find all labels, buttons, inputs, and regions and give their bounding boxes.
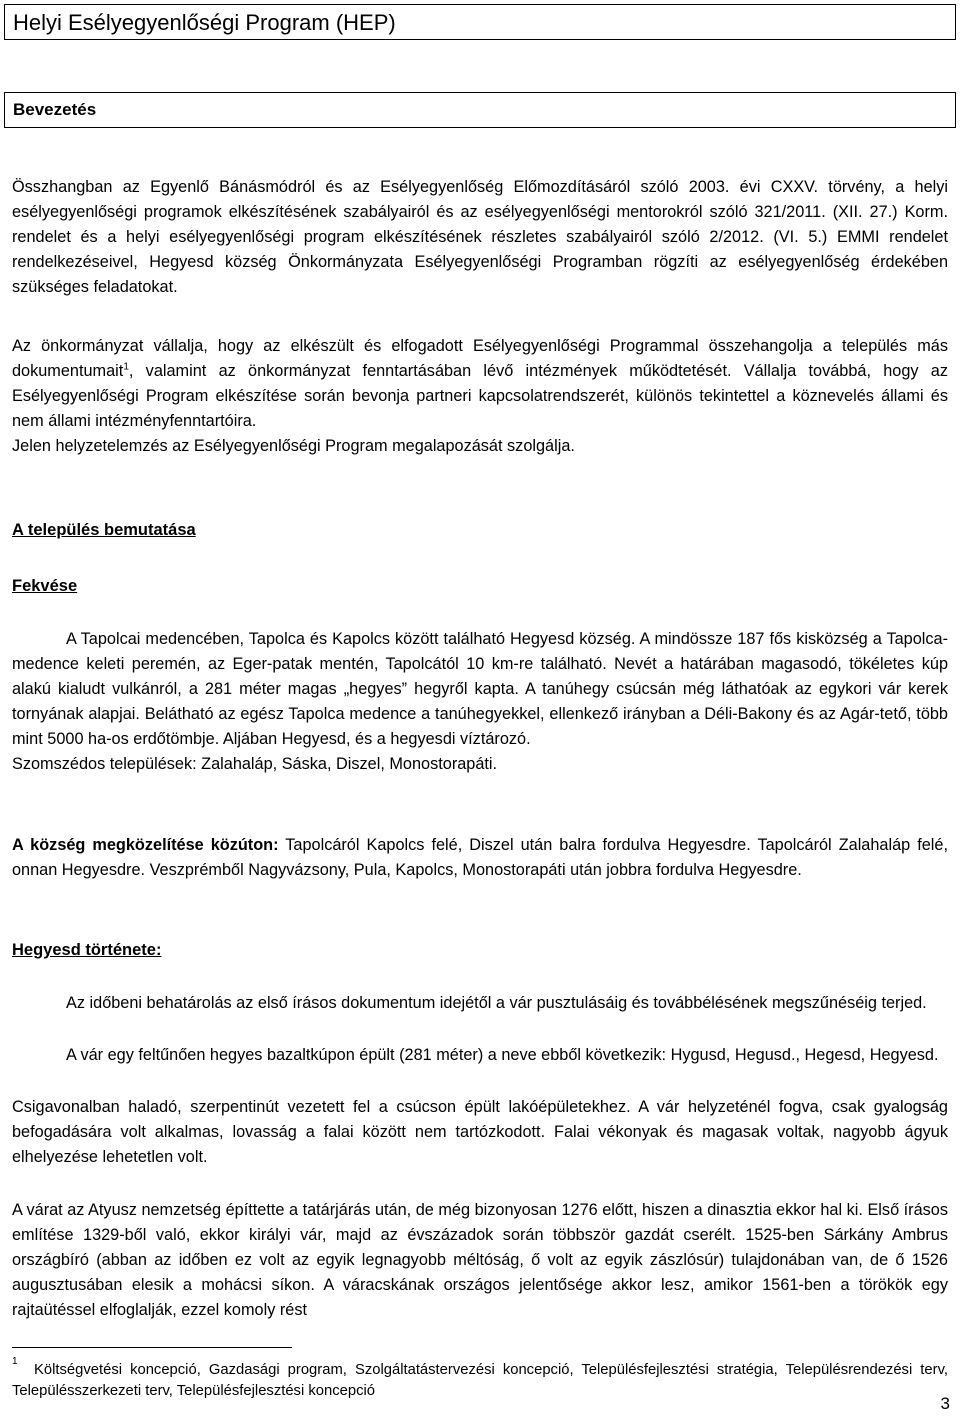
tortenet-paragraph-3: Csigavonalban haladó, szerpentinút vezetett fel a csúcson épült lakóépületekhez. A vár helyzeténél fogva, csak gyalogság befogadására volt alkalmas, lovasság a falai között nem tartózkodott. Falai vékonyak és magasak voltak, nagyobb ágyuk elhelyezése lehetetlen volt.	[12, 1098, 948, 1166]
page-number: 3	[940, 1394, 950, 1413]
fekvese-paragraph	[12, 627, 948, 777]
tortenet-paragraph-4: A várat az Atyusz nemzetség építtette a tatárjárás után, de még bizonyosan 1276 előtt, hiszen a dinasztia ekkor hal ki. Első írásos említése 1329-ből való, ekkor királyi vár, majd az évszázadok során többször gazdát cserélt. 1525-ben Sárkány Ambrus országbíró (abban az időben ez volt az egyik legnagyobb méltóság, ő volt az egyik zászlósúr) tulajdonában van, de ő 1526 augusztusában elesik a mohácsi síkon. A váracskának országos jelentősége akkor lesz, amikor 1561-ben a törökök egy rajtaütéssel elfoglalják, ezzel komoly rést	[12, 1201, 948, 1319]
tortenet-paragraph-1: Az időbeni behatárolás az első írásos dokumentum idejétől a vár pusztulásáig és továbbélésének megszűnéséig terjed.	[66, 994, 927, 1012]
fekvese-heading: Fekvése	[12, 577, 78, 595]
tortenet-paragraph-2: A vár egy feltűnően hegyes bazaltkúpon épült (281 méter) a neve ebből következik: Hygusd, Hegusd., Hegesd, Hegyesd.	[66, 1046, 939, 1064]
megkozelites-label: A község megközelítése közúton:	[12, 836, 279, 854]
footnote-reference: 1	[123, 361, 129, 373]
megkozelites-paragraph	[12, 833, 948, 883]
footnote-text: Költségvetési koncepció, Gazdasági program, Szolgáltatástervezési koncepció, Településfejlesztési stratégia, Településrendezési terv, Településszerkezeti terv, Településfejlesztési koncepció	[12, 1362, 948, 1399]
szomszedos-telepulesek: Szomszédos települések: Zalahaláp, Sáska, Diszel, Monostorapáti.	[12, 755, 498, 773]
intro-heading-box	[4, 92, 956, 128]
intro-paragraph-1: Összhangban az Egyenlő Bánásmódról és az Esélyegyenlőség Előmozdításáról szóló 2003. évi CXXV. törvény, a helyi esélyegyenlőségi programok elkészítésének szabályairól és az esélyegyenlőségi mentorokról szóló 321/2011. (XII. 27.) Korm. rendelet és a helyi esélyegyenlőségi program elkészítésének részletes szabályairól szóló 2/2012. (VI. 5.) EMMI rendelet rendelkezéseivel, Hegyesd község Önkormányzata Esélyegyenlőségi Programban rögzíti az esélyegyenlőség érdekében szükséges feladatokat.	[12, 178, 948, 296]
megkozelites-text: Tapolcáról Kapolcs felé, Diszel után balra fordulva Hegyesdre. Tapolcáról Zalahaláp felé, onnan Hegyesdre. Veszprémből Nagyvázsony, Pula, Kapolcs, Monostorapáti után jobbra fordulva Hegyesdre.	[12, 836, 948, 879]
footnote-separator	[12, 1347, 292, 1348]
document-title-box	[4, 4, 956, 40]
footnote-mark: 1	[12, 1356, 18, 1367]
intro-heading: Bevezetés	[13, 100, 97, 119]
tortenet-heading: Hegyesd története:	[12, 941, 162, 959]
fekvese-paragraph-1: A Tapolcai medencében, Tapolca és Kapolcs között található Hegyesd község. A mindössze 187 fős kisközség a Tapolca-medence keleti peremén, az Eger-patak mentén, Tapolcától 10 km-re található. Nevét a határában magasodó, tökéletes kúp alakú kialudt vulkánról, a 281 méter magas „hegyes” hegyről kapta. A tanúhegy csúcsán még láthatóak az egykori vár kerek tornyának alapjai. Belátható az egész Tapolca medence a tanúhegyekkel, ellenkező irányban a Déli-Bakony és az Agár-tető, több mint 5000 ha-os erdőtömbje. Aljában Hegyesd, és a hegyesdi víztározó.	[12, 630, 948, 748]
intro-paragraph-2-part-2: , valamint az önkormányzat fenntartásában lévő intézmények működtetését. Vállalja továbbá, hogy az Esélyegyenlőségi Program elkészítése során bevonja partneri kapcsolatrendszerét, különös tekintettel a köznevelés állami és nem állami intézményfenntartóira.	[12, 362, 948, 430]
intro-paragraph-3: Jelen helyzetelemzés az Esélyegyenlőségi Program megalapozását szolgálja.	[12, 437, 575, 455]
section-heading: A település bemutatása	[12, 521, 196, 539]
intro-paragraph-2-part-1: Az önkormányzat vállalja, hogy az elkészült és elfogadott Esélyegyenlőségi Programmal összehangolja a település más dokumentumait	[12, 337, 948, 380]
intro-paragraph-2	[12, 334, 948, 459]
document-title: Helyi Esélyegyenlőségi Program (HEP)	[13, 10, 396, 35]
